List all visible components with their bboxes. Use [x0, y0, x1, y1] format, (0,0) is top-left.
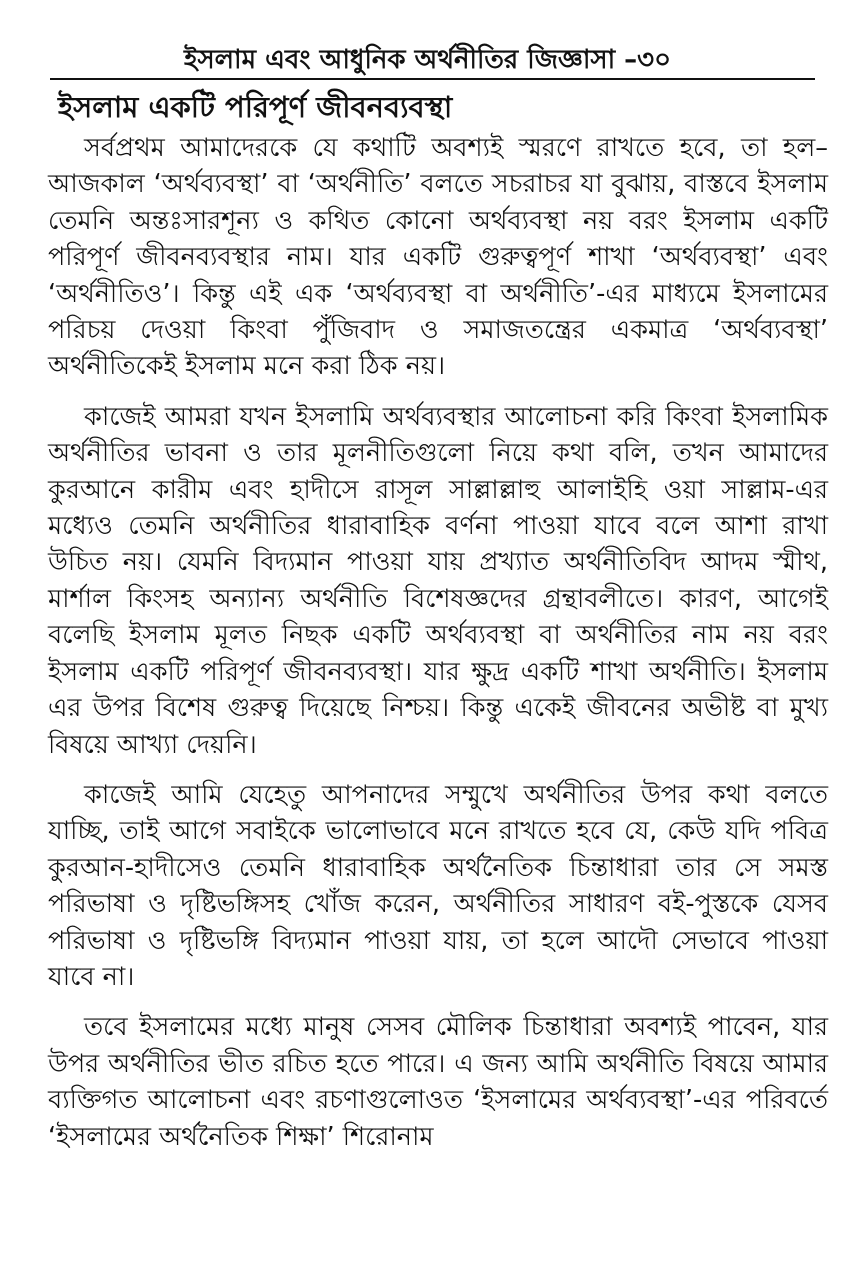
- header-rule: [50, 78, 815, 80]
- running-header: ইসলাম এবং আধুনিক অর্থনীতির জিজ্ঞাসা –৩০: [183, 45, 671, 75]
- section-heading: ইসলাম একটি পরিপূর্ণ জীবনব্যবস্থা: [58, 90, 453, 124]
- paragraph-1: সর্বপ্রথম আমাদেরকে যে কথাটি অবশ্যই স্মরণে রাখতে হবে, তা হল– আজকাল ‘অর্থব্যবস্থা’ বা ‘অর্থনীতি’ বলতে সচরাচর যা বুঝায়, বাস্তবে ইসলাম তেমনি অন্তঃসারশূন্য ও কথিত কোনো অর্থব্যবস্থা নয় বরং ইসলাম একটি পরিপূর্ণ জীবনব্যবস্থার নাম। যার একটি গুরুত্বপূর্ণ শাখা ‘অর্থব্যবস্থা’ এবং ‘অর্থনীতিও’। কিন্তু এই এক ‘অর্থব্যবস্থা বা অর্থনীতি’-এর মাধ্যমে ইসলামের পরিচয় দেওয়া কিংবা পুঁজিবাদ ও সমাজতন্ত্রের একমাত্র ‘অর্থব্যবস্থা’ অর্থনীতিকেই ইসলাম মনে করা ঠিক নয়।: [48, 133, 828, 382]
- body-text: [48, 130, 828, 1155]
- paragraph-4: তবে ইসলামের মধ্যে মানুষ সেসব মৌলিক চিন্তাধারা অবশ্যই পাবেন, যার উপর অর্থনীতির ভীত রচিত হতে পারে। এ জন্য আমি অর্থনীতি বিষয়ে আমার ব্যক্তিগত আলোচনা এবং রচণাগুলোওত ‘ইসলামের অর্থব্যবস্থা’-এর পরিবর্তে ‘ইসলামের অর্থনৈতিক শিক্ষা’ শিরোনাম: [48, 1012, 828, 1152]
- paragraph-3: কাজেই আমি যেহেতু আপনাদের সম্মুখে অর্থনীতির উপর কথা বলতে যাচ্ছি, তাই আগে সবাইকে ভালোভাবে মনে রাখতে হবে যে, কেউ যদি পবিত্র কুরআন-হাদীসেও তেমনি ধারাবাহিক অর্থনৈতিক চিন্তাধারা তার সে সমস্ত পরিভাষা ও দৃষ্টিভঙ্গিসহ খোঁজ করেন, অর্থনীতির সাধারণ বই-পুস্তকে যেসব পরিভাষা ও দৃষ্টিভঙ্গি বিদ্যমান পাওয়া যায়, তা হলে আদৌ সেভাবে পাওয়া যাবে না।: [48, 779, 828, 992]
- paragraph-2: কাজেই আমরা যখন ইসলামি অর্থব্যবস্থার আলোচনা করি কিংবা ইসলামিক অর্থনীতির ভাবনা ও তার মূলনীতিগুলো নিয়ে কথা বলি, তখন আমাদের কুরআনে কারীম এবং হাদীসে রাসূল সাল্লাল্লাহু আলাইহি ওয়া সাল্লাম-এর মধ্যেও তেমনি অর্থনীতির ধারাবাহিক বর্ণনা পাওয়া যাবে বলে আশা রাখা উচিত নয়। যেমনি বিদ্যমান পাওয়া যায় প্রখ্যাত অর্থনীতিবিদ আদম স্মীথ, মার্শাল কিংসহ অন্যান্য অর্থনীতি বিশেষজ্ঞদের গ্রন্থাবলীতে। কারণ, আগেই বলেছি ইসলাম মূলত নিছক একটি অর্থব্যবস্থা বা অর্থনীতির নাম নয় বরং ইসলাম একটি পরিপূর্ণ জীবনব্যবস্থা। যার ক্ষুদ্র একটি শাখা অর্থনীতি। ইসলাম এর উপর বিশেষ গুরুত্ব দিয়েছে নিশ্চয়। কিন্তু একেই জীবনের অভীষ্ট বা মুখ্য বিষয়ে আখ্যা দেয়নি।: [48, 401, 828, 760]
